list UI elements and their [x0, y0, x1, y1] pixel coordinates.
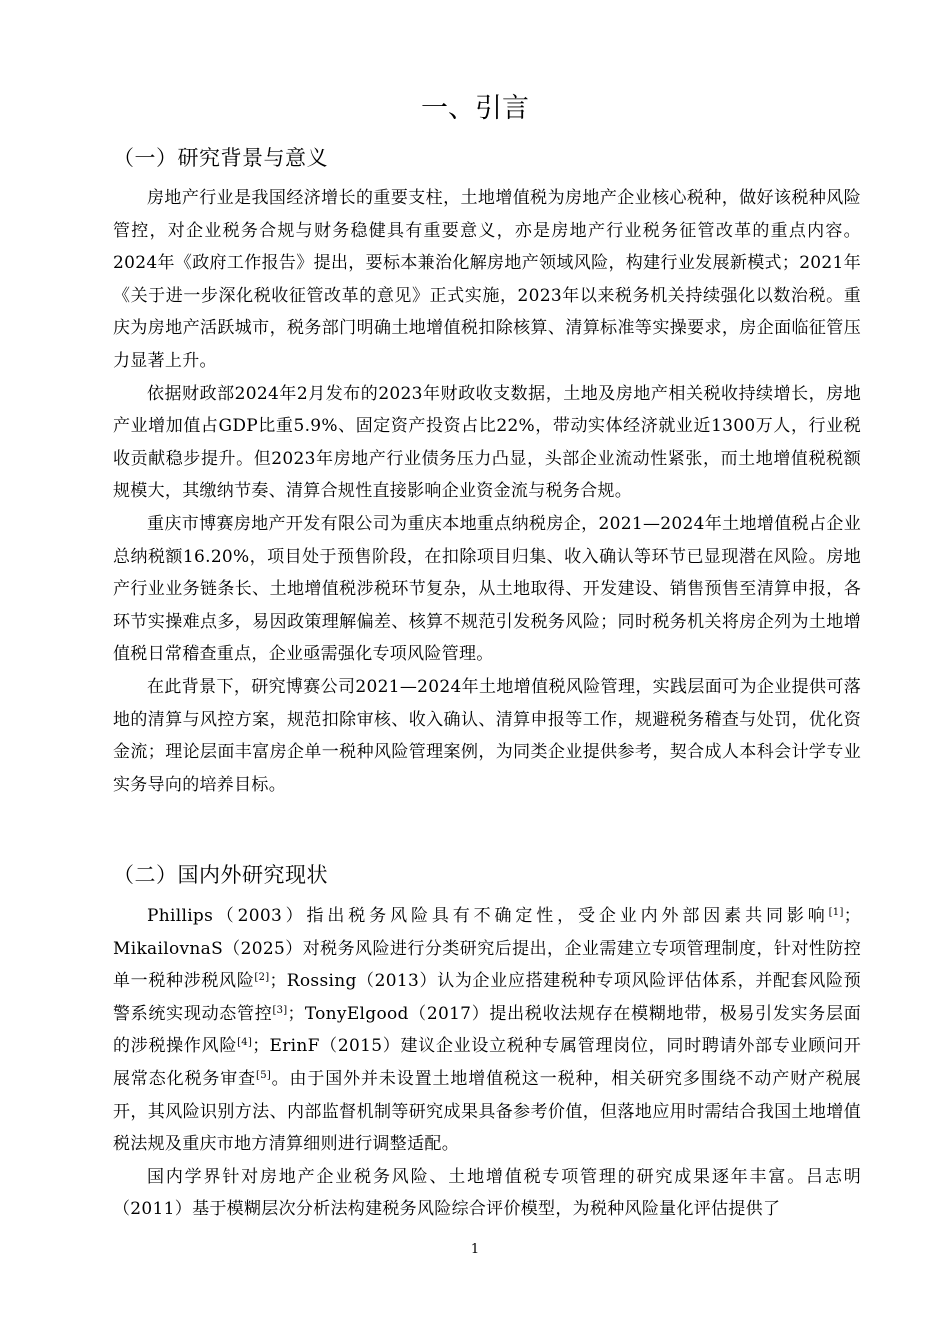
section-heading-background: （一）研究背景与意义: [113, 146, 328, 170]
section-heading-research-status: （二）国内外研究现状: [113, 863, 328, 887]
section-body-background: [113, 182, 861, 801]
chapter-title: 一、引言: [421, 93, 529, 124]
paragraph-text: ；Rossing（2013）认为企业应搭建税种专项风险评估体系，并配套风险预警系统实现动态管控: [113, 971, 861, 1024]
citation-ref: [1]: [828, 907, 844, 918]
paragraph: 国内学界针对房地产企业税务风险、土地增值税专项管理的研究成果逐年丰富。吕志明（2011）基于模糊层次分析法构建税务风险综合评价模型，为税种风险量化评估提供了: [113, 1166, 861, 1220]
paragraph-text: Phillips（2003）指出税务风险具有不确定性，受企业内外部因素共同影响: [147, 906, 829, 926]
page-number: 1: [470, 1242, 480, 1257]
citation-ref: [4]: [237, 1037, 253, 1049]
citation-ref: [2]: [254, 972, 270, 984]
paragraph: 在此背景下，研究博赛公司2021—2024年土地增值税风险管理，实践层面可为企业提供可落地的清算与风控方案，规范扣除审核、收入确认、清算申报等工作，规避税务稽查与处罚，优化资金流；理论层面丰富房企单一税种风险管理案例，为同类企业提供参考，契合成人本科会计学专业实务导向的培养目标。: [113, 676, 861, 795]
citation-ref: [5]: [256, 1069, 272, 1081]
paragraph: 重庆市博赛房地产开发有限公司为重庆本地重点纳税房企，2021—2024年土地增值税占企业总纳税额16.20%，项目处于预售阶段，在扣除项目归集、收入确认等环节已显现潜在风险。房地产行业业务链条长、土地增值税涉税环节复杂，从土地取得、开发建设、销售预售至清算申报，各环节实操难点多，易因政策理解偏差、核算不规范引发税务风险；同时税务机关将房企列为土地增值税日常稽查重点，企业亟需强化专项风险管理。: [113, 513, 861, 665]
paragraph-text: 。由于国外并未设置土地增值税这一税种，相关研究多围绕不动产财产税展开，其风险识别方法、内部监督机制等研究成果具备参考价值，但落地应用时需结合我国土地增值税法规及重庆市地方清算细则进行调整适配。: [113, 1068, 861, 1155]
citation-ref: [3]: [272, 1004, 288, 1016]
paragraph: 房地产行业是我国经济增长的重要支柱，土地增值税为房地产企业核心税种，做好该税种风险管控，对企业税务合规与财务稳健具有重要意义，亦是房地产行业税务征管改革的重点内容。2024年《政府工作报告》提出，要标本兼治化解房地产领域风险，构建行业发展新模式；2021年《关于进一步深化税收征管改革的意见》正式实施，2023年以来税务机关持续强化以数治税。重庆为房地产活跃城市，税务部门明确土地增值税扣除核算、清算标准等实操要求，房企面临征管压力显著上升。: [113, 188, 861, 371]
paragraph-text: ；ErinF（2015）建议企业设立税种专属管理岗位，同时聘请外部专业顾问开展常态化税务审查: [113, 1036, 861, 1089]
paragraph-text: ；TonyElgood（2017）提出税收法规存在模糊地带，极易引发实务层面的涉税操作风险: [113, 1003, 861, 1057]
paragraph-with-citations: [113, 900, 861, 1161]
paragraph: 依据财政部2024年2月发布的2023年财政收支数据，土地及房地产相关税收持续增长，房地产业增加值占GDP比重5.9%、固定资产投资占比22%，带动实体经济就业近1300万人，行业税收贡献稳步提升。但2023年房地产行业债务压力凸显，头部企业流动性紧张，而土地增值税税额规模大，其缴纳节奏、清算合规性直接影响企业资金流与税务合规。: [113, 383, 861, 502]
section-body-research-status: [113, 900, 861, 1226]
paragraph-text: ；MikailovnaS（2025）对税务风险进行分类研究后提出，企业需建立专项管理制度，针对性防控单一税种涉税风险: [113, 906, 861, 992]
